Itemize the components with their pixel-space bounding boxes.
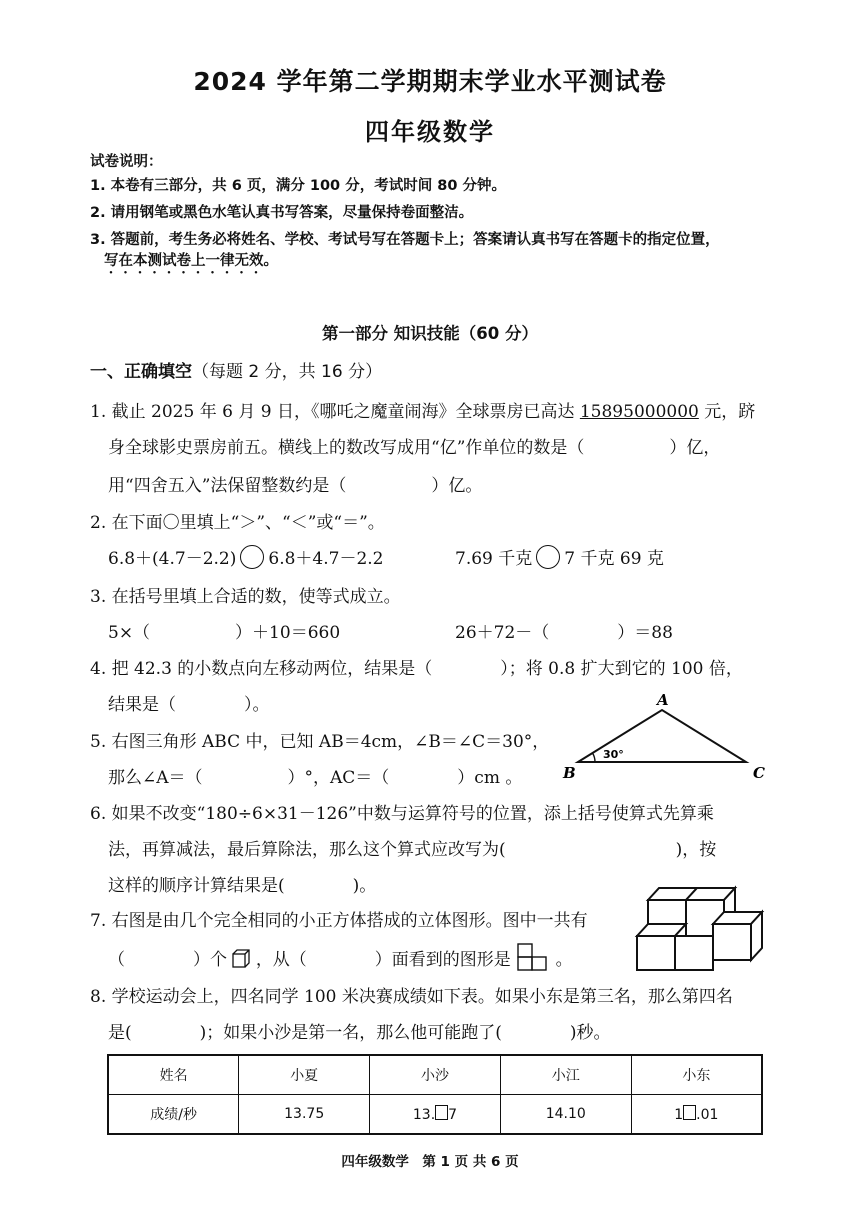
question-3-expr-1: 5×（ ）＋10＝660	[108, 623, 341, 643]
table-row-label: 成绩/秒	[108, 1095, 239, 1135]
table-cell	[631, 1095, 762, 1135]
question-1-line-1	[90, 397, 755, 422]
cell-text-a: 13.	[412, 1107, 436, 1123]
cube-stack-figure	[636, 880, 766, 970]
q2-expr-1-left: 6.8＋(4.7－2.2)	[108, 549, 237, 569]
q7-text-b: ，从（ ）面看到的图形是	[255, 950, 511, 970]
question-3-expr-2: 26＋72－（ ）＝88	[455, 623, 673, 643]
question-5-line-2: 那么∠A＝（ ）°，AC＝（ ）cm 。	[108, 768, 523, 788]
q2-expr-2-right: 7 千克 69 克	[564, 549, 664, 569]
q7-text-a: （ ）个	[108, 950, 227, 970]
page-footer: 四年级数学 第 1 页 共 6 页	[341, 1154, 519, 1170]
table-header-cell: 小夏	[239, 1055, 370, 1095]
question-8-line-1: 8. 学校运动会上，四名同学 100 米决赛成绩如下表。如果小东是第三名，那么第四名	[90, 987, 733, 1007]
q2-expr-2-left: 7.69 千克	[455, 549, 533, 569]
question-2-expr-1	[108, 544, 383, 569]
q7-text-c: 。	[555, 950, 573, 970]
instruction-item: 2. 请用钢笔或黑色水笔认真书写答案，尽量保持卷面整洁。	[90, 205, 474, 221]
instructions-heading: 试卷说明：	[90, 154, 163, 170]
question-2-expr-2	[455, 544, 664, 569]
table-cell	[370, 1095, 501, 1135]
cell-text-b: .01	[696, 1107, 719, 1123]
question-3-stem: 3. 在括号里填上合适的数，使等式成立。	[90, 587, 401, 607]
missing-digit-box	[683, 1105, 696, 1120]
exam-instructions	[90, 150, 790, 286]
table-cell: 13.75	[239, 1095, 370, 1135]
q1-text-b: 元，跻	[698, 402, 756, 422]
table-header-cell: 姓名	[108, 1055, 239, 1095]
vertex-label-c: C	[753, 764, 765, 782]
q1-text-a: 1. 截止 2025 年 6 月 9 日，《哪吒之魔童闹海》全球票房已高达	[90, 402, 580, 422]
vertex-label-a: A	[657, 691, 669, 709]
view-shape-icon	[516, 943, 550, 971]
table-header-cell: 小沙	[370, 1055, 501, 1095]
compare-circle	[536, 545, 560, 569]
q1-underlined-number: 15895000000	[579, 402, 699, 422]
question-1-line-2: 身全球影史票房前五。横线上的数改写成用“亿”作单位的数是（ ）亿，	[108, 438, 721, 458]
question-7-line-1: 7. 右图是由几个完全相同的小正方体搭成的立体图形。图中一共有	[90, 911, 588, 931]
section-title-text: 一、正确填空	[90, 362, 192, 382]
table-header-cell: 小江	[500, 1055, 631, 1095]
table-header-row	[108, 1055, 762, 1095]
section-score-note: （每题 2 分，共 16 分）	[192, 362, 383, 382]
question-5-line-1: 5. 右图三角形 ABC 中，已知 AB＝4cm，∠B＝∠C＝30°，	[90, 732, 550, 752]
table-header-cell: 小东	[631, 1055, 762, 1095]
instruction-item: 写在本测试卷上一律无效。	[104, 253, 278, 269]
question-4-line-1: 4. 把 42.3 的小数点向左移动两位，结果是（ ）；将 0.8 扩大到它的 100 倍，	[90, 659, 743, 679]
race-results-table	[107, 1054, 763, 1135]
table-row	[108, 1095, 762, 1135]
question-7-line-2	[108, 943, 573, 971]
instruction-item: 1. 本卷有三部分，共 6 页，满分 100 分，考试时间 80 分钟。	[90, 178, 506, 194]
question-1-line-3: 用“四舍五入”法保留整数约是（ ）亿。	[108, 476, 483, 496]
angle-b-arc	[593, 753, 596, 762]
cube-icon	[232, 949, 250, 969]
question-6-line-1: 6. 如果不改变“180÷6×31－126”中数与运算符号的位置，添上括号使算式先算乘	[90, 804, 714, 824]
section-title	[90, 357, 382, 382]
question-6-line-3: 这样的顺序计算结果是( )。	[108, 876, 377, 896]
q2-expr-1-right: 6.8＋4.7－2.2	[268, 549, 384, 569]
compare-circle	[240, 545, 264, 569]
question-4-line-2: 结果是（ ）。	[108, 695, 270, 715]
angle-label-30: 30°	[603, 748, 624, 761]
instruction-item: 3. 答题前，考生务必将姓名、学校、考试号写在答题卡上；答案请认真书写在答题卡的指定位置，	[90, 232, 720, 248]
vertex-label-b: B	[563, 764, 576, 782]
part-title: 第一部分 知识技能（60 分）	[322, 324, 538, 343]
question-2-stem: 2. 在下面〇里填上“＞”、“＜”或“＝”。	[90, 513, 385, 533]
question-8-line-2: 是( )；如果小沙是第一名，那么他可能跑了( )秒。	[108, 1023, 611, 1043]
table-cell: 14.10	[500, 1095, 631, 1135]
cell-text-a: 1	[674, 1107, 684, 1123]
exam-title: 2024 学年第二学期期末学业水平测试卷	[193, 67, 667, 96]
missing-digit-box	[435, 1105, 448, 1120]
cell-text-b: 7	[448, 1107, 458, 1123]
triangle-abc-figure	[555, 690, 775, 790]
question-6-line-2: 法，再算减法，最后算除法，那么这个算式应改写为( )，按	[108, 840, 717, 860]
exam-subtitle: 四年级数学	[365, 118, 495, 146]
